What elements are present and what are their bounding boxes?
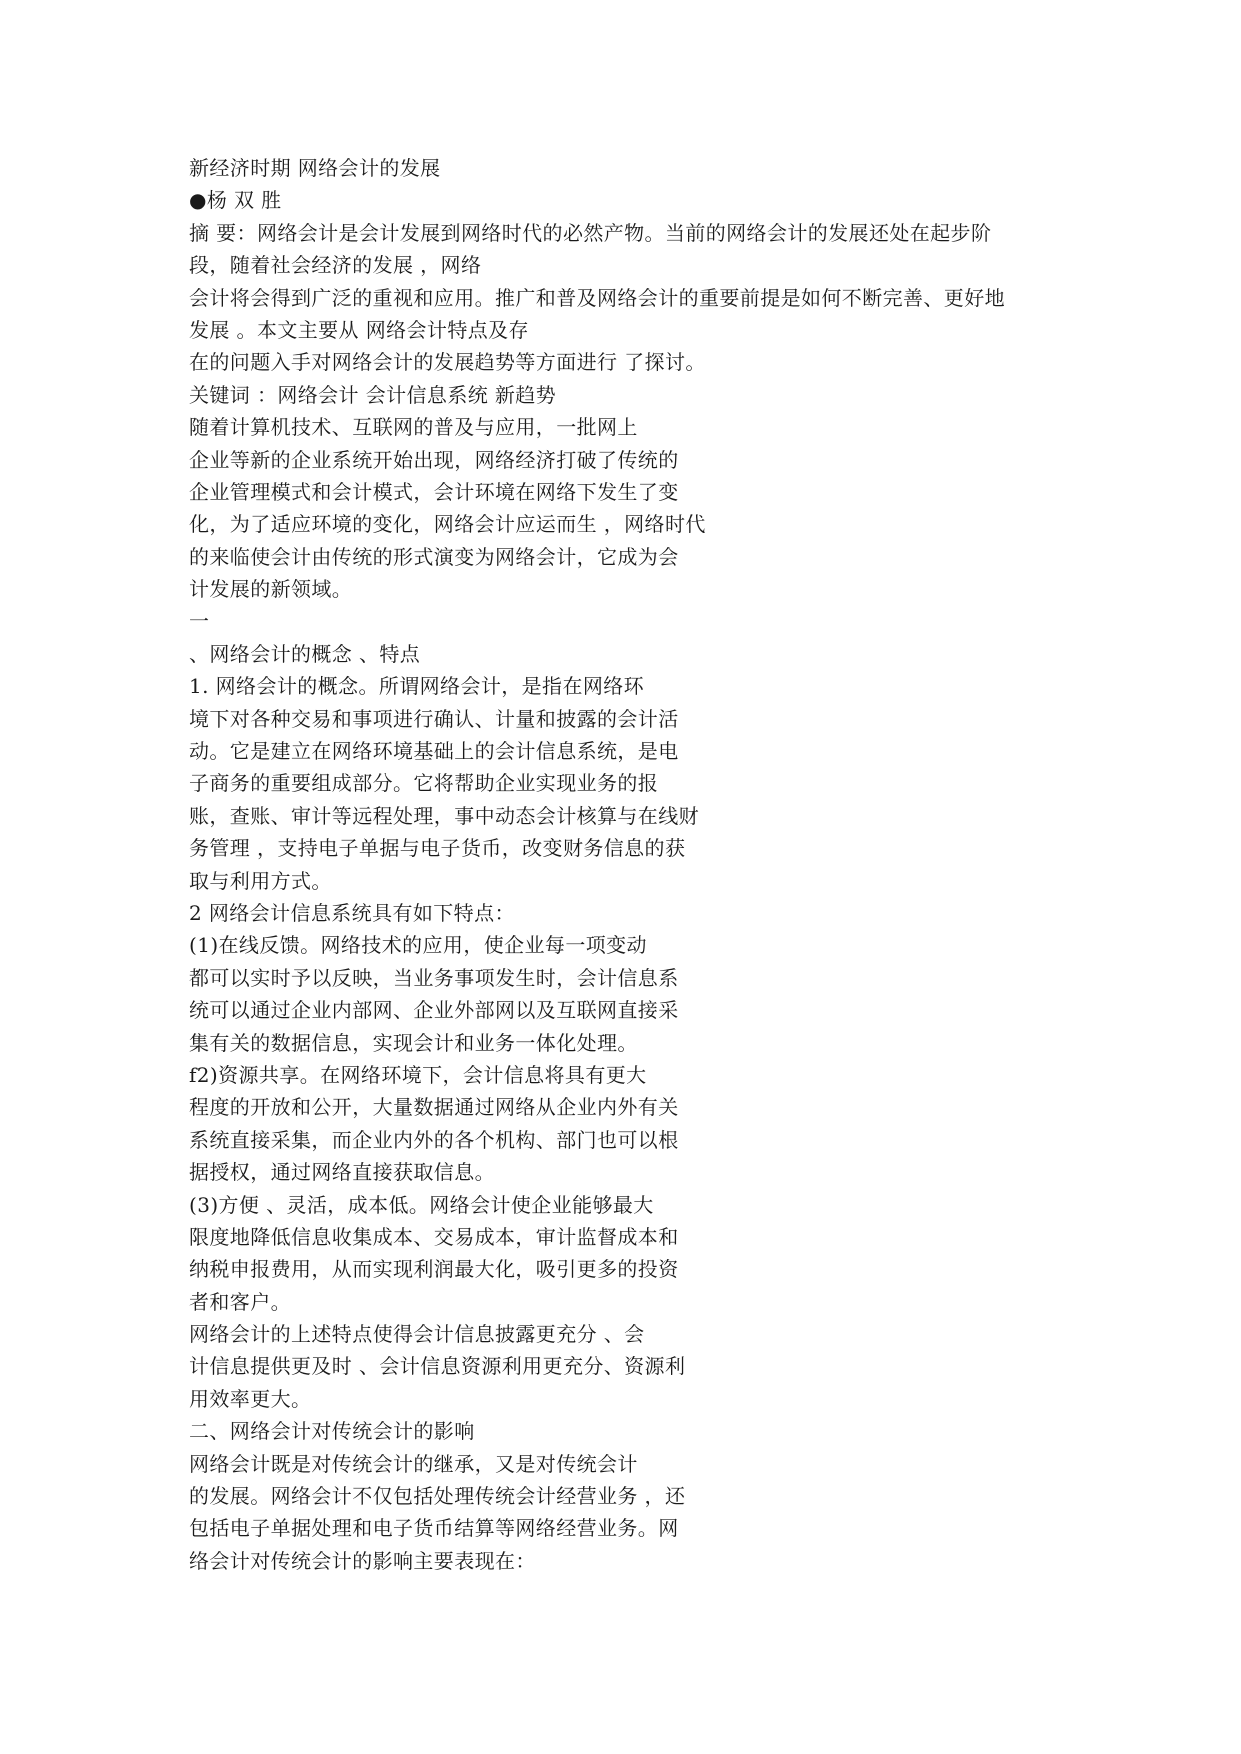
body-line: 统可以通过企业内部网、企业外部网以及互联网直接采	[189, 998, 679, 1023]
body-line: 计信息提供更及时 、会计信息资源利用更充分、资源利	[189, 1354, 686, 1379]
body-line: 企业管理模式和会计模式，会计环境在网络下发生了变	[189, 479, 679, 504]
body-line: 取与利用方式。	[189, 868, 332, 893]
document-page	[189, 152, 1069, 1577]
body-line: f2)资源共享。在网络环境下，会计信息将具有更大	[189, 1062, 647, 1087]
body-line: 包括电子单据处理和电子货币结算等网络经营业务。网	[189, 1516, 679, 1541]
body-line: 集有关的数据信息，实现会计和业务一体化处理。	[189, 1030, 638, 1055]
keywords-line: 关键词 ：网络会计 会计信息系统 新趋势	[189, 382, 557, 407]
abstract-line: 会计将会得到广泛的重视和应用。推广和普及网络会计的重要前提是如何不断完善、更好地	[189, 285, 1005, 310]
author-line: ●杨 双 胜	[189, 188, 282, 213]
body-line: 者和客户。	[189, 1289, 291, 1314]
subheading-line: 2 网络会计信息系统具有如下特点：	[189, 900, 515, 925]
abstract-line: 在的问题入手对网络会计的发展趋势等方面进行 了探讨。	[189, 350, 706, 375]
body-line: 据授权，通过网络直接获取信息。	[189, 1160, 495, 1185]
body-line: 境下对各种交易和事项进行确认、计量和披露的会计活	[189, 706, 679, 731]
body-line: (3)方便 、灵活，成本低。网络会计使企业能够最大	[189, 1192, 654, 1217]
body-line: 动。它是建立在网络环境基础上的会计信息系统，是电	[189, 739, 679, 764]
body-line: 1. 网络会计的概念。所谓网络会计，是指在网络环	[189, 674, 645, 699]
body-line: 的发展。网络会计不仅包括处理传统会计经营业务 ，还	[189, 1484, 686, 1509]
section-number: 一	[189, 609, 210, 634]
body-line: 用效率更大。	[189, 1386, 312, 1411]
body-line: 都可以实时予以反映，当业务事项发生时，会计信息系	[189, 965, 679, 990]
body-line: 络会计对传统会计的影响主要表现在：	[189, 1548, 536, 1573]
abstract-line: 摘 要：网络会计是会计发展到网络时代的必然产物。当前的网络会计的发展还处在起步阶	[189, 220, 992, 245]
body-line: 计发展的新领域。	[189, 577, 353, 602]
body-line: 网络会计的上述特点使得会计信息披露更充分 、会	[189, 1322, 645, 1347]
body-line: 限度地降低信息收集成本、交易成本，审计监督成本和	[189, 1224, 679, 1249]
body-line: 的来临使会计由传统的形式演变为网络会计，它成为会	[189, 544, 679, 569]
abstract-line: 发展 。本文主要从 网络会计特点及存	[189, 317, 529, 342]
body-line: 子商务的重要组成部分。它将帮助企业实现业务的报	[189, 771, 659, 796]
body-line: 网络会计既是对传统会计的继承，又是对传统会计	[189, 1451, 638, 1476]
body-line: 账，查账、审计等远程处理，事中动态会计核算与在线财	[189, 803, 699, 828]
body-line: 纳税申报费用，从而实现利润最大化，吸引更多的投资	[189, 1257, 679, 1282]
body-line: 企业等新的企业系统开始出现，网络经济打破了传统的	[189, 447, 679, 472]
body-line: 化，为了适应环境的变化，网络会计应运而生 ，网络时代	[189, 512, 706, 537]
body-line: 系统直接采集，而企业内外的各个机构、部门也可以根	[189, 1127, 679, 1152]
body-line: (1)在线反馈。网络技术的应用，使企业每一项变动	[189, 933, 647, 958]
body-line: 程度的开放和公开，大量数据通过网络从企业内外有关	[189, 1095, 679, 1120]
section-heading: 、网络会计的概念 、特点	[189, 641, 421, 666]
body-line: 随着计算机技术、互联网的普及与应用，一批网上	[189, 415, 638, 440]
body-line: 务管理 ，支持电子单据与电子货币，改变财务信息的获	[189, 836, 686, 861]
article-title: 新经济时期 网络会计的发展	[189, 156, 441, 180]
section-heading: 二、网络会计对传统会计的影响	[189, 1419, 475, 1444]
abstract-line: 段，随着社会经济的发展 ，网络	[189, 253, 482, 278]
